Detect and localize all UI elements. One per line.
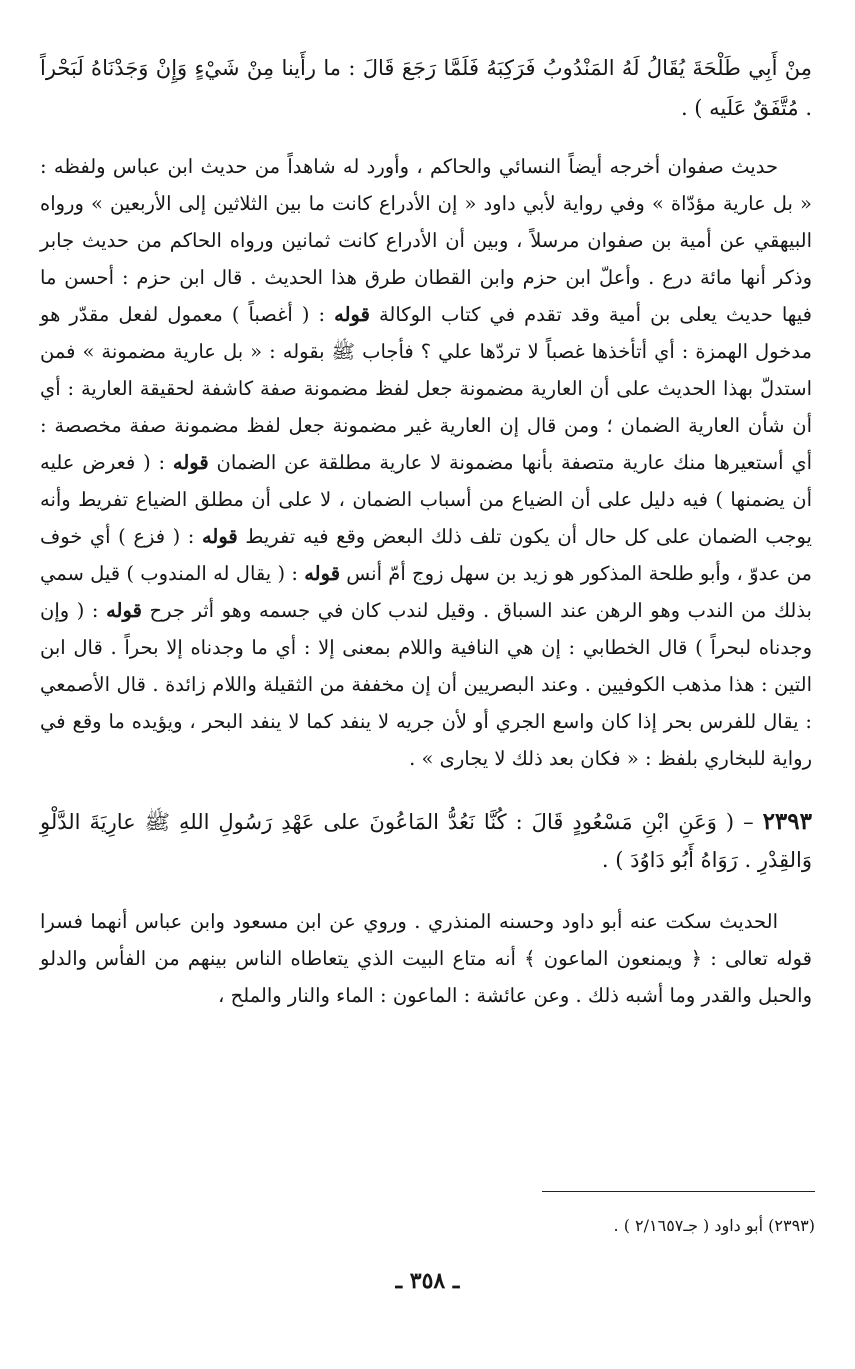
hadith-number: ٢٣٩٣: [762, 808, 812, 835]
commentary-text: : ( فزع ) أي خوف من عدوّ ، وأبو طلحة المذكور هو زيد بن سهل زوج أمّ أنس: [40, 525, 812, 585]
qawluhu-marker: قوله: [172, 451, 209, 474]
commentary-paragraph-2: الحديث سكت عنه أبو داود وحسنه المنذري . وروي عن ابن مسعود وابن عباس أنهما فسرا قوله تعالى : ﴿ ويمنعون الماعون ﴾ أنه متاع البيت الذي يتعاطاه الناس بينهم من الفأس والدلو والحبل والقدر وما أشبه ذلك . وعن عائشة : الماعون : الماء والنار والملح ،: [40, 910, 812, 1007]
commentary-text: : ( أغصباً ) معمول لفعل مقدّر هو مدخول الهمزة : أي أتأخذها غصباً لا تردّها علي ؟ فأجاب ﷺ بقوله : « بل عارية مضمونة » فمن استدلّ بهذا الحديث على أن العارية مضمونة جعل لفظ مضمونة صفة كاشفة لحقيقة العارية : أي أن شأن العارية الضمان ؛ ومن قال إن العارية غير مضمونة جعل لفظ مضمونة صفة مخصصة : أي أستعيرها منك عارية متصفة بأنها مضمونة لا عارية مطلقة عن الضمان: [40, 303, 812, 474]
hadith-text: – ( وَعَنِ ابْنِ مَسْعُودٍ قَالَ : كُنَّا نَعُدُّ المَاعُونَ على عَهْدِ رَسُولِ اللهِ ﷺ عارِيَةَ الدَّلْوِ وَالقِدْرِ . رَوَاهُ أَبُو دَاوُدَ ) .: [40, 810, 812, 872]
qawluhu-marker: قوله: [106, 599, 142, 622]
qawluhu-marker: قوله: [304, 562, 341, 585]
commentary-paragraph-1: [40, 148, 812, 777]
footnote-divider: [542, 1191, 815, 1192]
commentary-text: : ( يقال له المندوب ) قيل سمي بذلك من الندب وهو الرهن عند السباق . وقيل لندب كان في جسمه وهو أثر جرح: [40, 562, 812, 622]
commentary-text: : ( وإن وجدناه لبحراً ) قال الخطابي : إن هي النافية واللام بمعنى إلا : أي ما وجدناه إلا بحراً . قال ابن التين : هذا مذهب الكوفيين . وعند البصريين أن إن مخففة من الثقيلة واللام زائدة . قال الأصمعي : يقال للفرس بحر إذا كان واسع الجري أو لأن جريه لا ينفد كما لا ينفد البحر ، ويؤيده ما وقع في رواية للبخاري بلفظ : « فكان بعد ذلك لا يجارى » .: [40, 599, 812, 770]
hadith-2393: [40, 803, 812, 879]
commentary-text: : ( فعرض عليه أن يضمنها ) فيه دليل على أن الضياع من أسباب الضمان ، لا على أن مطلق الضياع تفريط وأنه يوجب الضمان على كل حال أن يكون تلف ذلك البعض وقع فيه تفريط: [40, 451, 812, 548]
page-body: [40, 48, 812, 1014]
qawluhu-marker: قوله: [334, 303, 370, 326]
hadith-continuation: مِنْ أَبِي طَلْحَةَ يُقَالُ لَهُ المَنْدُوبُ فَرَكِبَهُ فَلَمَّا رَجَعَ قَالَ : ما رأَينا مِنْ شَيْءٍ وَإِنْ وَجَدْنَاهُ لَبَحْراً . مُتَّفَقٌ عَلَيه ) .: [40, 56, 812, 120]
page-number: ـ ٣٥٨ ـ: [395, 1268, 460, 1294]
qawluhu-marker: قوله: [201, 525, 238, 548]
footnote: (٢٣٩٣) أبو داود ( جـ٢/١٦٥٧ ) .: [613, 1216, 815, 1235]
commentary-text: حديث صفوان أخرجه أيضاً النسائي والحاكم ، وأورد له شاهداً من حديث ابن عباس ولفظه : « بل عارية مؤدّاة » وفي رواية لأبي داود « إن الأدراع كانت ما بين الثلاثين إلى الأربعين » ورواه البيهقي عن أمية بن صفوان مرسلاً ، وبين أن الأدراع كانت ثمانين ورواه الحاكم من حديث جابر وذكر أنها مائة درع . وأعلّ ابن حزم وابن القطان طرق هذا الحديث . قال ابن حزم : أحسن ما فيها حديث يعلى بن أمية وقد تقدم في كتاب الوكالة: [40, 155, 812, 326]
